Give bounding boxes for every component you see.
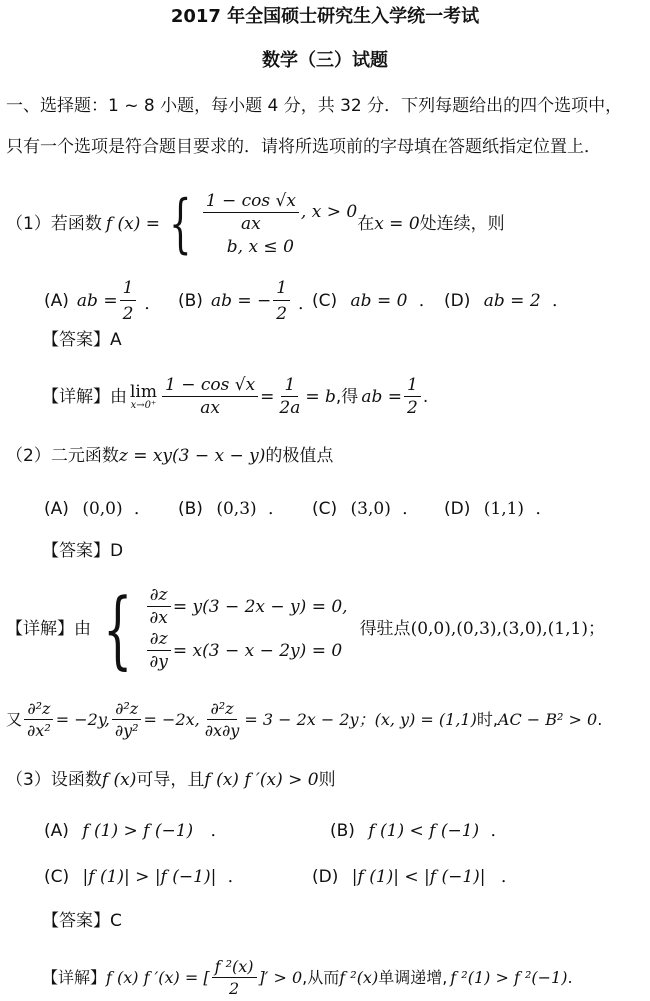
option-letter: (B): [330, 821, 355, 841]
q3-detail-num: f ²(x): [212, 959, 257, 978]
option-expr: (0,3): [216, 499, 257, 519]
q2-second-derivatives: [6, 696, 602, 744]
q1-limit: [130, 381, 157, 411]
q2-tail: 的极值点: [265, 446, 334, 466]
q1-tail-math: x = 0: [374, 213, 420, 234]
q1-option-d: [444, 286, 569, 311]
option-letter: (C): [44, 867, 70, 887]
q1-case1-num: 1 − cos √x: [203, 193, 299, 213]
q2-label: （2）二元函数: [6, 446, 119, 466]
q2-option-d: [444, 494, 552, 519]
eq-den: ∂y: [149, 652, 168, 672]
option-letter: (C): [312, 499, 338, 519]
option-period: ．: [535, 499, 553, 519]
option-expr: ab =: [76, 291, 118, 311]
eq-num: ∂z: [147, 587, 171, 607]
q1-option-a: [44, 278, 161, 324]
deriv-num: ∂²z: [207, 701, 236, 720]
option-letter: (B): [178, 499, 203, 519]
q3-answer: 【答案】C: [42, 911, 122, 931]
option-period: ．: [144, 293, 162, 314]
limit-sub: x→0⁺: [130, 399, 157, 411]
option-letter: (A): [44, 499, 69, 519]
question-1-stem: [6, 186, 505, 262]
cond-result: AC − B² > 0: [497, 710, 598, 729]
option-expr: (1,1): [483, 499, 525, 519]
limit-text: lim: [130, 381, 157, 402]
option-letter: (C): [312, 291, 338, 311]
deriv-den: ∂y²: [114, 721, 139, 740]
question-2-stem: [6, 448, 333, 465]
option-expr: (0,0): [82, 499, 123, 519]
eq-den: ∂x: [149, 608, 168, 628]
option-period: ．: [418, 291, 436, 311]
cond-when: 时,: [476, 710, 498, 729]
option-letter: (D): [444, 291, 471, 311]
q1-case2: b, x ≤ 0: [226, 236, 294, 257]
option-expr: f (1) > f (−1): [82, 821, 194, 841]
option-expr: |f (1)| < |f (−1)|: [351, 867, 486, 887]
option-expr: |f (1)| > |f (−1)|: [82, 867, 217, 887]
option-den: 2: [122, 304, 134, 324]
q1-detail: [42, 374, 428, 420]
q1-case1-fraction: [203, 190, 299, 234]
q3-label: （3）设函数: [6, 770, 102, 790]
q2-option-b: [178, 494, 285, 519]
detail-den: 2a: [279, 398, 301, 418]
q1-case1-cond: , x > 0: [300, 202, 358, 222]
stationary-label: 得驻点: [359, 618, 411, 639]
q1-option-b: [178, 278, 315, 324]
option-letter: (D): [444, 499, 471, 519]
detail-end: .: [422, 386, 429, 407]
q3-detail-f2: f ²(x): [339, 968, 379, 987]
section-instructions-line2: 只有一个选项是符合题目要求的．请将所选项前的字母填在答题纸指定位置上．: [6, 137, 601, 157]
q2-func: z = xy(3 − x − y): [118, 446, 266, 466]
q3-detail-den: 2: [228, 979, 240, 998]
deriv-den: ∂x∂y: [204, 721, 240, 740]
q2-option-c: [312, 494, 419, 519]
q2-detail-label: 【详解】由: [6, 618, 91, 639]
option-period: ．: [268, 499, 286, 519]
q1-answer: 【答案】A: [42, 330, 122, 350]
q3-fx: f (x): [101, 770, 137, 790]
stationary-points: (0,0),(0,3),(3,0),(1,1): [410, 618, 588, 639]
eq-num: ∂z: [147, 631, 171, 651]
q1-tail-a: 在: [357, 213, 375, 234]
option-letter: (B): [178, 291, 203, 311]
cond-point: ；(x, y) = (1,1): [358, 710, 477, 729]
detail-den: ax: [200, 398, 220, 418]
exam-title: 2017 年全国硕士研究生入学统一考试: [170, 6, 480, 27]
cond-end: .: [597, 710, 603, 729]
q3-tail: 则: [318, 770, 336, 790]
option-letter: (A): [44, 291, 69, 311]
q3-detail-end: .: [567, 968, 573, 987]
q1-fx: f (x) =: [105, 213, 161, 234]
stationary-end: ；: [587, 618, 605, 639]
option-expr: f (1) < f (−1): [368, 821, 480, 841]
deriv-rhs: = 3 − 2x − 2y: [244, 710, 359, 729]
option-expr: (3,0): [350, 499, 391, 519]
option-num: 1: [120, 278, 137, 301]
q2-detail: [6, 582, 605, 676]
q3-detail-lhs: f (x) f ′(x) = [: [106, 968, 210, 987]
option-letter: (D): [312, 867, 339, 887]
q3-detail-result: f ²(1) > f ²(−1): [450, 968, 568, 987]
q3-detail-from: ,从而: [302, 968, 340, 987]
option-period: ．: [402, 499, 420, 519]
option-den: 2: [276, 304, 288, 324]
q1-cases: [201, 190, 358, 257]
eq2-rhs: = x(3 − x − 2y) = 0: [172, 640, 343, 661]
option-period: ．: [227, 867, 245, 887]
option-period: ．: [210, 821, 228, 841]
detail-num: 1 − cos √x: [162, 377, 258, 397]
detail-num: 1: [404, 377, 421, 397]
exam-subtitle: 数学（三）试题: [262, 50, 388, 71]
option-period: ．: [500, 867, 518, 887]
q1-detail-label: 【详解】由: [42, 386, 127, 407]
option-expr: ab = −: [210, 291, 272, 311]
deriv-den: ∂x²: [27, 721, 51, 740]
question-3-stem: [6, 772, 336, 789]
option-period: ．: [552, 291, 570, 311]
section-instructions-line1: 一、选择题：1 ~ 8 小题，每小题 4 分，共 32 分．下列每题给出的四个选项中，: [6, 96, 623, 116]
detail-den: 2: [406, 398, 418, 418]
deriv-rhs: = −2x,: [143, 710, 200, 729]
option-expr: ab = 0: [350, 291, 408, 311]
detail-eq: =: [260, 386, 275, 407]
q3-mid: 可导，且: [136, 770, 205, 790]
option-period: ．: [134, 499, 152, 519]
q3-detail-mono: 单调递增,: [378, 968, 448, 987]
q3-detail-rhs: ]′ > 0: [258, 968, 303, 987]
q1-option-c: [312, 286, 436, 311]
q2-system: [144, 587, 347, 671]
deriv-num: ∂²z: [112, 701, 141, 720]
q1-brace: {: [169, 187, 192, 261]
option-period: ．: [490, 821, 508, 841]
q3-option-d: [312, 862, 518, 887]
q1-label: （1）若函数: [6, 213, 102, 234]
deriv-num: ∂²z: [24, 701, 53, 720]
q3-option-a: [44, 816, 228, 841]
q3-cond: f (x) f ′(x) > 0: [204, 770, 319, 790]
q2-answer: 【答案】D: [42, 541, 124, 561]
detail-num: 1: [281, 377, 298, 397]
q3-detail: [42, 956, 573, 1000]
option-num: 1: [273, 278, 290, 301]
q2-option-a: [44, 494, 151, 519]
deriv-rhs: = −2y,: [55, 710, 110, 729]
q2-brace: {: [103, 580, 133, 678]
detail-get: ,得: [335, 386, 359, 407]
detail-ab: ab =: [361, 386, 402, 407]
option-letter: (A): [44, 821, 69, 841]
q3-detail-label: 【详解】: [42, 968, 107, 987]
more-label: 又: [6, 710, 23, 729]
q1-case1-den: ax: [240, 213, 261, 234]
q3-option-b: [330, 816, 508, 841]
option-expr: ab = 2: [483, 291, 541, 311]
q1-tail-b: 处连续，则: [419, 213, 505, 234]
q3-option-c: [44, 862, 245, 887]
detail-eq-b: = b: [305, 386, 336, 407]
eq1-rhs: = y(3 − 2x − y) = 0,: [172, 596, 348, 617]
option-period: ．: [298, 293, 316, 314]
